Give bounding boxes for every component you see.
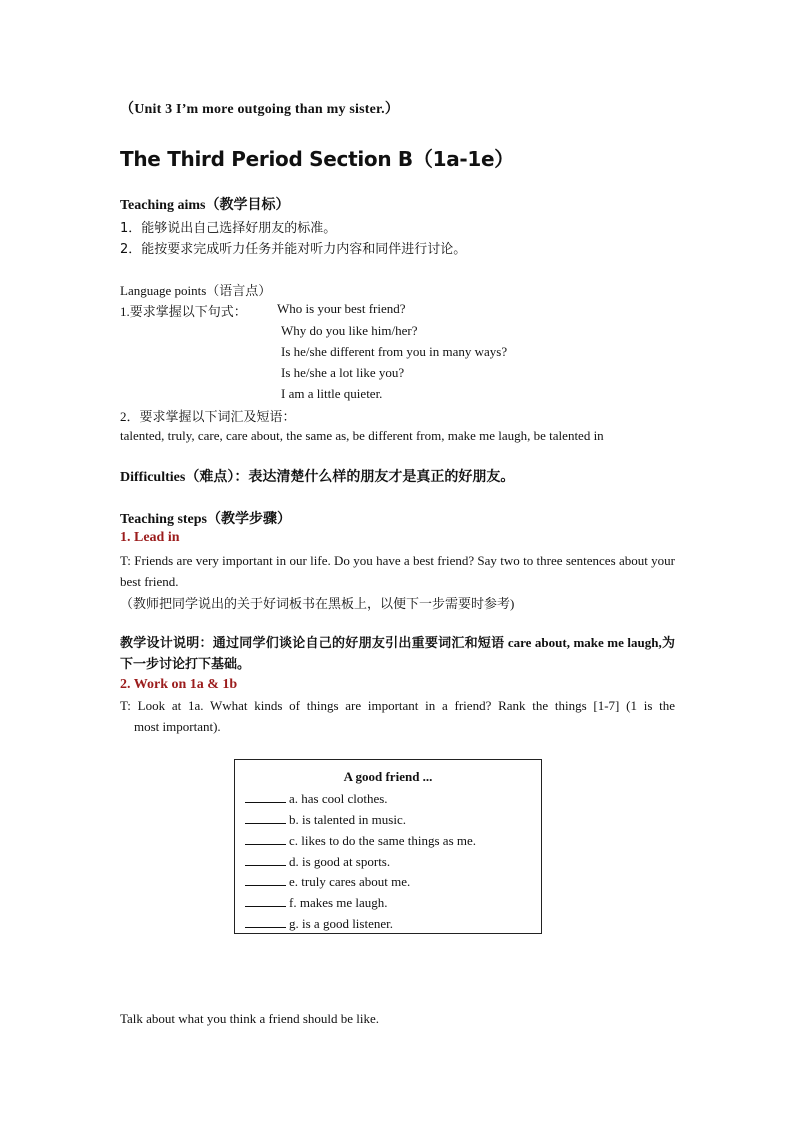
step-2-text-line2: most important). bbox=[134, 719, 221, 734]
sentence-patterns-label: 1.要求掌握以下句式： bbox=[120, 304, 247, 319]
rank-blank[interactable] bbox=[245, 854, 286, 866]
page-title: The Third Period Section B（1a-1e） bbox=[120, 147, 514, 171]
list-item: a. has cool clothes. bbox=[245, 791, 388, 807]
rank-blank[interactable] bbox=[245, 833, 286, 845]
table-title: A good friend ... bbox=[343, 769, 433, 784]
step-2-text-line1: T: Look at 1a. Wwhat kinds of things are important in a friend? Rank the things [1-7] (1 is the bbox=[120, 698, 675, 713]
unit-subtitle: （Unit 3 I’m more outgoing than my sister.） bbox=[120, 102, 400, 117]
rank-blank[interactable] bbox=[245, 895, 286, 907]
vocabulary-label: 2．要求掌握以下词汇及短语： bbox=[120, 409, 296, 424]
difficulties bbox=[120, 466, 514, 486]
step-1-title: 1. Lead in bbox=[120, 530, 180, 545]
language-points-heading: Language points（语言点） bbox=[120, 283, 272, 298]
rank-blank[interactable] bbox=[245, 874, 286, 886]
difficulties-text: ：表达清楚什么样的朋友才是真正的好朋友。 bbox=[234, 470, 515, 485]
step-1-note: （教师把同学说出的关于好词板书在黑板上，以便下一步需要时参考) bbox=[120, 596, 515, 611]
sentence-pattern: Is he/she a lot like you? bbox=[281, 365, 405, 380]
list-item: c. likes to do the same things as me. bbox=[245, 833, 476, 849]
closing-instruction: Talk about what you think a friend should be like. bbox=[120, 1011, 380, 1026]
difficulties-label: Difficulties（难点） bbox=[120, 470, 235, 485]
sentence-pattern: I am a little quieter. bbox=[281, 386, 383, 401]
rank-blank[interactable] bbox=[245, 812, 286, 824]
list-item: f. makes me laugh. bbox=[245, 895, 388, 911]
steps-heading: Teaching steps（教学步骤） bbox=[120, 512, 292, 527]
aims-heading: Teaching aims（教学目标） bbox=[120, 198, 290, 213]
list-item: d. is good at sports. bbox=[245, 854, 390, 870]
aims-item: 1．能够说出自己选择好朋友的标准。 bbox=[120, 221, 337, 236]
sentence-pattern: Who is your best friend? bbox=[277, 301, 406, 316]
list-item: g. is a good listener. bbox=[245, 916, 393, 932]
vocabulary-list: talented, truly, care, care about, the same as, be different from, make me laugh, be talented in bbox=[120, 428, 604, 443]
list-item: b. is talented in music. bbox=[245, 812, 406, 828]
list-item: e. truly cares about me. bbox=[245, 874, 410, 890]
rank-blank[interactable] bbox=[245, 916, 286, 928]
aims-item: 2．能按要求完成听力任务并能对听力内容和同伴进行讨论。 bbox=[120, 242, 467, 257]
step-1-text: T: Friends are very important in our life. Do you have a best friend? Say two to three sentences about your best friend. bbox=[120, 553, 675, 589]
ranking-table bbox=[234, 759, 542, 934]
design-note: 教学设计说明：通过同学们谈论自己的好朋友引出重要词汇和短语 care about, make me laugh,为下一步讨论打下基础。 bbox=[120, 635, 675, 671]
rank-blank[interactable] bbox=[245, 791, 286, 803]
step-2-title: 2. Work on 1a & 1b bbox=[120, 677, 238, 692]
sentence-pattern: Is he/she different from you in many ways? bbox=[281, 344, 508, 359]
sentence-pattern: Why do you like him/her? bbox=[281, 323, 418, 338]
